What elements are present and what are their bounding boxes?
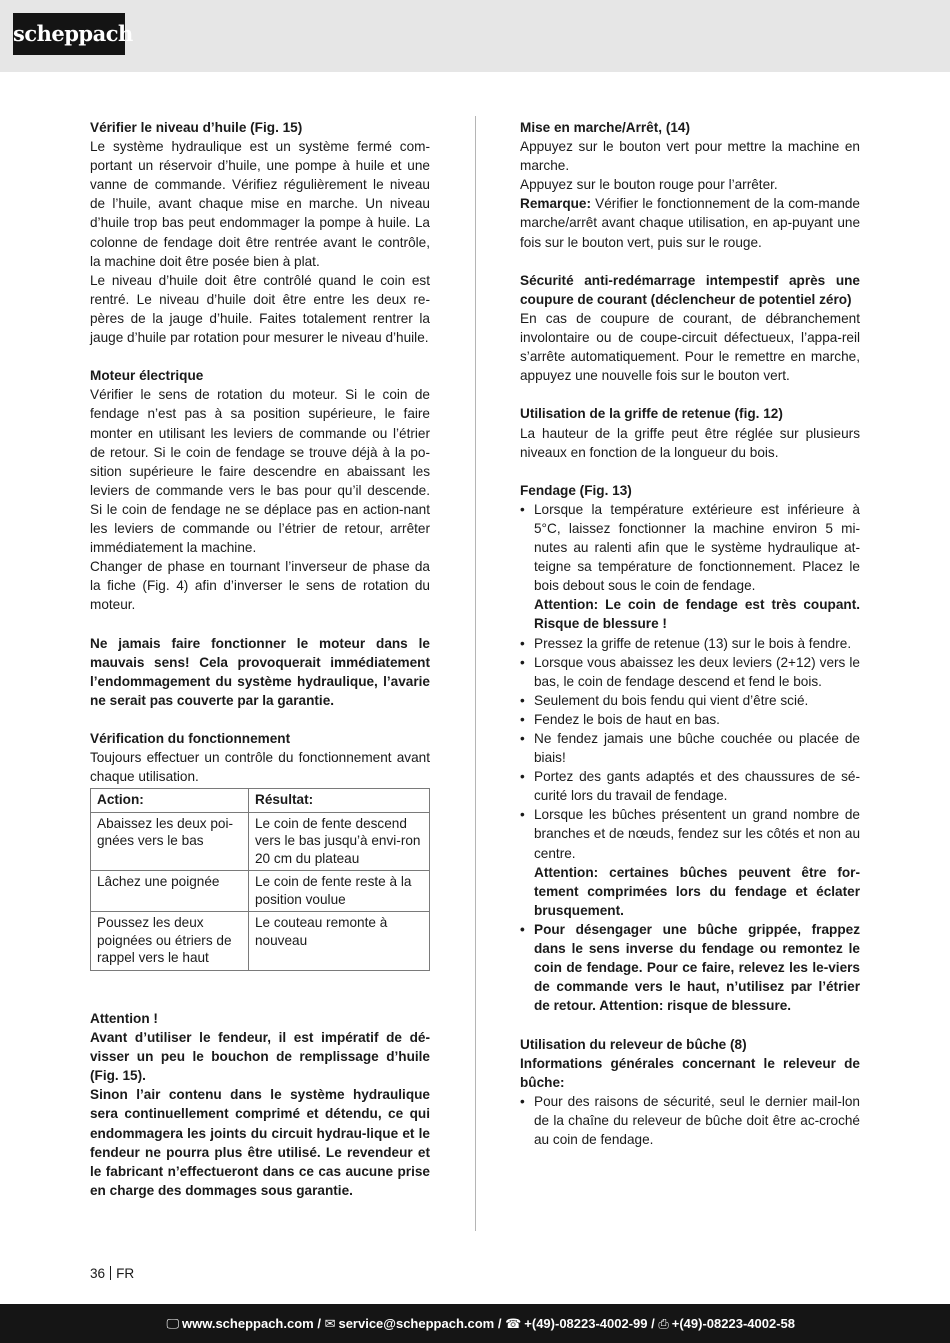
paragraph: Appuyez sur le bouton rouge pour l’arrêter. [520, 177, 778, 193]
table-cell: Lâchez une poignée [91, 871, 249, 912]
remark-text: Vérifier le fonctionnement de la com-mande marche/arrêt avant chaque utilisation, en ap-puyant une fois sur le bouton vert, puis sur le rouge. [520, 196, 860, 250]
remark-label: Remarque: [520, 196, 592, 212]
list-item: • Seulement du bois fendu qui vient d’être scié. [520, 691, 860, 710]
envelope-icon: ✉ [324, 1316, 336, 1331]
list-item: • Pour désengager une bûche grippée, frappez dans le sens inverse du fendage ou remontez le coin de fendage. Pour ce faire, relevez les le-viers de commande vers le haut, n’utilisez par l’étrier de retour. Attention: risque de blessure. [520, 920, 860, 1015]
attention-text: Avant d’utiliser le fendeur, il est impératif de dé-visser un peu le bouchon de remplissage d’huile (Fig. 15). [90, 1030, 430, 1084]
table-cell: Abaissez les deux poi-gnées vers le bas [91, 812, 249, 871]
paragraph: Le système hydraulique est un système fermé com-portant un réservoir d’huile, une pompe à huile et une vanne de commande. Vérifiez régulièrement le niveau de l’huile, avant chaque mise en marche. Un niveau d’huile trop bas peut endommager la pompe à huile. La colonne de fendage doit être rentrée avant le contrôle, la machine doit être posée bien à plat. [90, 139, 430, 269]
fax-icon: ⎙ [658, 1316, 669, 1331]
list-item [520, 500, 860, 634]
paragraph: Toujours effectuer un contrôle du fonctionnement avant chaque utilisation. [90, 750, 430, 785]
attention-title: Attention ! [90, 1010, 158, 1026]
table-row [91, 871, 430, 912]
list-item: • Ne fendez jamais une bûche couchée ou placée de biais! [520, 729, 860, 767]
list-item: • Portez des gants adaptés et des chaussures de sé-curité lors du travail de fendage. [520, 767, 860, 805]
log-lifter-list [520, 1092, 860, 1149]
table-row [91, 912, 430, 971]
section-title-log-lifter: Utilisation du releveur de bûche (8) [520, 1036, 747, 1052]
right-column [520, 118, 860, 1149]
page-language: FR [116, 1266, 135, 1281]
column-divider [475, 116, 476, 1231]
list-item-text: Lorsque la température extérieure est inférieure à 5°C, laissez fonctionner la machine environ 5 mi-nutes au ralenti afin que le système hydraulique at-teigne sa température de fonctionnement. Placez le bois debout sous le coin de fendage. [534, 501, 860, 594]
paragraph: Vérifier le sens de rotation du moteur. Si le coin de fendage n’est pas à sa position supérieure, le faire monter en utilisant les leviers de commande ou l’étrier de retour. Si le coin de fendage se trouve déjà à la po-sition supérieure le faire descendre en abaissant les leviers de commande vers le bas pour qu’il descende. Si le coin de fendage ne se déplace pas en action-nant les leviers de commande ou l’étrier de retour, arrêter immédiatement la machine. [90, 387, 430, 556]
function-check-table [90, 788, 430, 971]
paragraph: En cas de coupure de courant, de débranchement involontaire ou de coupe-circuit défectueux, l’appa-reil s’arrête automatiquement. Pour le remettre en marche, appuyez une nouvelle fois sur le bouton vert. [520, 310, 860, 384]
page-number [90, 1266, 134, 1281]
page-number-value: 36 [90, 1266, 106, 1281]
footer-fax: +(49)-08223-4002-58 [671, 1316, 795, 1331]
list-item [520, 805, 860, 920]
left-column [90, 118, 430, 1200]
phone-icon: ☎ [505, 1316, 522, 1331]
scheppach-logo: scheppach [13, 13, 125, 55]
section-subtitle: Informations générales concernant le releveur de bûche: [520, 1055, 860, 1090]
section-title-function-check: Vérification du fonctionnement [90, 731, 291, 746]
paragraph: Le niveau d’huile doit être contrôlé quand le coin est rentré. Le niveau d’huile doit être entre les deux re-pères de la jauge d’huile. Faites totalement rentrer la jauge d’huile par rotation pour mesurer le niveau d’huile. [90, 272, 430, 346]
warning-text: Ne jamais faire fonctionner le moteur dans le mauvais sens! Cela provoquerait immédiatement l’endommagement du système hydraulique, l’avarie ne serait pas couverte par la garantie. [90, 635, 430, 708]
section-title-restart-protection: Sécurité anti-redémarrage intempestif après une coupure de courant (déclencheur de potentiel zéro) [520, 272, 860, 307]
section-title-splitting: Fendage (Fig. 13) [520, 482, 632, 498]
footer-website[interactable]: www.scheppach.com / [181, 1316, 321, 1331]
section-title-oil-level: Vérifier le niveau d’huile (Fig. 15) [90, 120, 303, 135]
attention-note: Attention: Le coin de fendage est très coupant. Risque de blessure ! [534, 597, 860, 632]
list-item: • Fendez le bois de haut en bas. [520, 710, 860, 729]
footer-email[interactable]: service@scheppach.com / [338, 1316, 502, 1331]
table-cell: Le coin de fente reste à la position voulue [249, 871, 430, 912]
paragraph: La hauteur de la griffe peut être réglée sur plusieurs niveaux en fonction de la longueur du bois. [520, 425, 860, 460]
list-item: • Pour des raisons de sécurité, seul le dernier mail-lon de la chaîne du releveur de bûche doit être ac-croché au coin de fendage. [520, 1092, 860, 1149]
table-header-result: Résultat: [249, 789, 430, 813]
section-title-electric-motor: Moteur électrique [90, 368, 204, 384]
table-row [91, 812, 430, 871]
splitting-list [520, 500, 860, 1016]
table-cell: Le coin de fente descend vers le bas jusqu’à envi-ron 20 cm du plateau [249, 812, 430, 871]
header-band [0, 0, 950, 72]
list-item: • Pressez la griffe de retenue (13) sur le bois à fendre. [520, 634, 860, 653]
attention-note: Attention: certaines bûches peuvent être for-tement comprimées lors du fendage et éclater brusquement. [534, 864, 860, 918]
section-title-retaining-claw: Utilisation de la griffe de retenue (fig. 12) [520, 406, 783, 422]
attention-text: Sinon l’air contenu dans le système hydraulique sera continuellement comprimé et détendu, ce qui endommagera les joints du circuit hydrau-lique et le fendeur ne pourra plus être utilisé. Le revendeur et le fabricant n’effectueront dans ce cas aucune prise en charge des dommages sous garantie. [90, 1087, 430, 1198]
footer-phone: +(49)-08223-4002-99 / [524, 1316, 655, 1331]
table-cell: Le couteau remonte à nouveau [249, 912, 430, 971]
paragraph: Appuyez sur le bouton vert pour mettre la machine en marche. [520, 139, 860, 174]
list-item-text: Lorsque les bûches présentent un grand nombre de branches et de nœuds, fendez sur les côtés et non au centre. [534, 807, 860, 861]
paragraph: Changer de phase en tournant l’inverseur de phase da la fiche (Fig. 4) afin d’inverser le sens de rotation du moteur. [90, 559, 430, 613]
list-item: • Lorsque vous abaissez les deux leviers (2+12) vers le bas, le coin de fendage descend et fend le bois. [520, 653, 860, 691]
monitor-icon: 🖵 [166, 1316, 179, 1331]
footer-bar [0, 1304, 950, 1343]
table-header-action: Action: [91, 789, 249, 813]
section-title-on-off: Mise en marche/Arrêt, (14) [520, 120, 690, 135]
table-header-row [91, 789, 430, 813]
remark-paragraph [520, 194, 860, 251]
table-cell: Poussez les deux poignées ou étriers de rappel vers le haut [91, 912, 249, 971]
